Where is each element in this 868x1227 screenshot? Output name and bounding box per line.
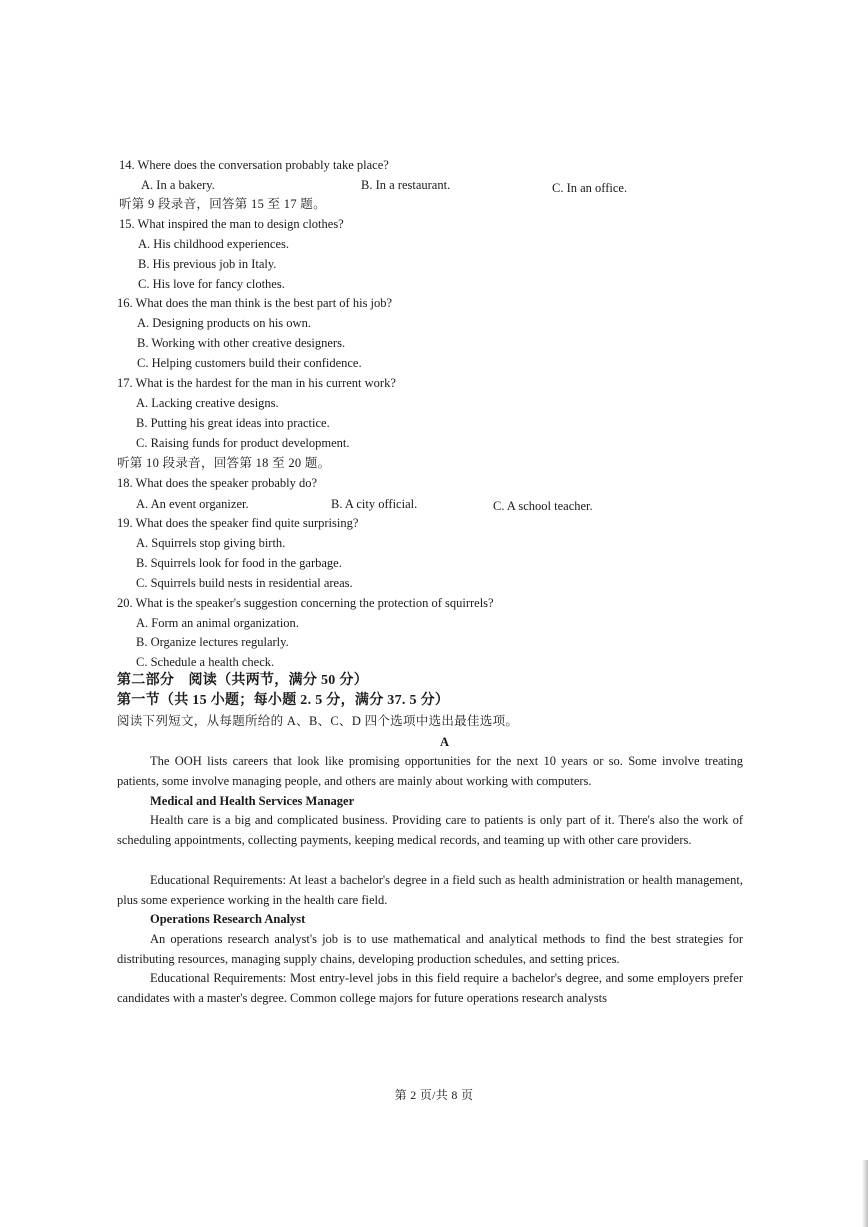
question-16-stem — [117, 295, 392, 311]
question-text: Where does the conversation probably take place? — [137, 158, 389, 172]
question-text: What does the man think is the best part of his job? — [135, 296, 393, 310]
question-text: What does the speaker find quite surprising? — [135, 516, 359, 530]
option-15-c: C. His love for fancy clothes. — [138, 277, 285, 291]
question-number: 14. — [119, 158, 135, 172]
option-19-b: B. Squirrels look for food in the garbage. — [136, 556, 342, 570]
option-14-a: A. In a bakery. — [141, 178, 215, 192]
option-20-b: B. Organize lectures regularly. — [136, 635, 289, 649]
job2-description: An operations research analyst's job is to use mathematical and analytical methods to find the best strategies for distributing resources, managing supply chains, developing production schedules, and setting prices. — [117, 932, 743, 966]
question-15-stem — [119, 216, 344, 232]
option-15-a: A. His childhood experiences. — [138, 237, 290, 251]
question-19-stem — [117, 515, 358, 531]
job2-requirements: Educational Requirements: Most entry-level jobs in this field require a bachelor's degree, and some employers prefer candidates with a master's degree. Common college majors for future operations research analysts — [117, 971, 743, 1005]
option-18-b: B. A city official. — [331, 497, 418, 511]
option-18-a: A. An event organizer. — [136, 497, 249, 511]
scan-edge-shadow — [862, 1160, 868, 1227]
option-20-c: C. Schedule a health check. — [136, 655, 275, 669]
section1-title: 第一节（共 15 小题；每小题 2. 5 分，满分 37. 5 分） — [117, 693, 450, 708]
question-number: 17. — [117, 376, 133, 390]
question-18-stem — [117, 475, 317, 491]
option-14-b: B. In a restaurant. — [361, 178, 451, 192]
option-18-c: C. A school teacher. — [493, 499, 593, 513]
option-16-b: B. Working with other creative designers. — [137, 336, 346, 350]
question-17-stem — [117, 375, 396, 391]
question-text: What does the speaker probably do? — [135, 476, 318, 490]
question-20-stem — [117, 595, 494, 611]
passage-intro: The OOH lists careers that look like promising opportunities for the next 10 years or so. Some involve treating patients, some involve managing people, and others are mainly about working with computers. — [117, 754, 743, 788]
question-number: 15. — [119, 217, 135, 231]
question-number: 18. — [117, 476, 133, 490]
option-19-a: A. Squirrels stop giving birth. — [136, 536, 286, 550]
option-17-c: C. Raising funds for product development. — [136, 436, 350, 450]
question-number: 20. — [117, 596, 133, 610]
listening-instruction-9: 听第 9 段录音，回答第 15 至 17 题。 — [119, 197, 326, 211]
question-14-stem — [119, 157, 389, 173]
passage-letter: A — [440, 735, 450, 749]
question-text: What is the hardest for the man in his current work? — [135, 376, 396, 390]
question-text: What is the speaker's suggestion concerning the protection of squirrels? — [135, 596, 494, 610]
question-text: What inspired the man to design clothes? — [137, 217, 344, 231]
job1-heading: Medical and Health Services Manager — [150, 794, 355, 808]
option-16-c: C. Helping customers build their confidence. — [137, 356, 362, 370]
option-15-b: B. His previous job in Italy. — [138, 257, 277, 271]
job1-description: Health care is a big and complicated business. Providing care to patients is only part of it. There's also the work of scheduling appointments, collecting payments, keeping medical records, and teaming up with other care providers. — [117, 813, 743, 847]
option-20-a: A. Form an animal organization. — [136, 616, 299, 630]
option-19-c: C. Squirrels build nests in residential areas. — [136, 576, 353, 590]
page-footer: 第 2 页/共 8 页 — [394, 1088, 474, 1102]
question-number: 19. — [117, 516, 133, 530]
listening-instruction-10: 听第 10 段录音，回答第 18 至 20 题。 — [117, 456, 331, 470]
option-17-b: B. Putting his great ideas into practice. — [136, 416, 330, 430]
option-14-c: C. In an office. — [552, 181, 628, 195]
reading-instruction: 阅读下列短文，从每题所给的 A、B、C、D 四个选项中选出最佳选项。 — [117, 714, 519, 728]
question-number: 16. — [117, 296, 133, 310]
job2-heading: Operations Research Analyst — [150, 912, 306, 926]
part2-title: 第二部分 阅读（共两节，满分 50 分） — [117, 673, 368, 688]
option-17-a: A. Lacking creative designs. — [136, 396, 279, 410]
option-16-a: A. Designing products on his own. — [137, 316, 311, 330]
job1-requirements: Educational Requirements: At least a bachelor's degree in a field such as health administration or health management, plus some experience working in the health care field. — [117, 873, 743, 907]
